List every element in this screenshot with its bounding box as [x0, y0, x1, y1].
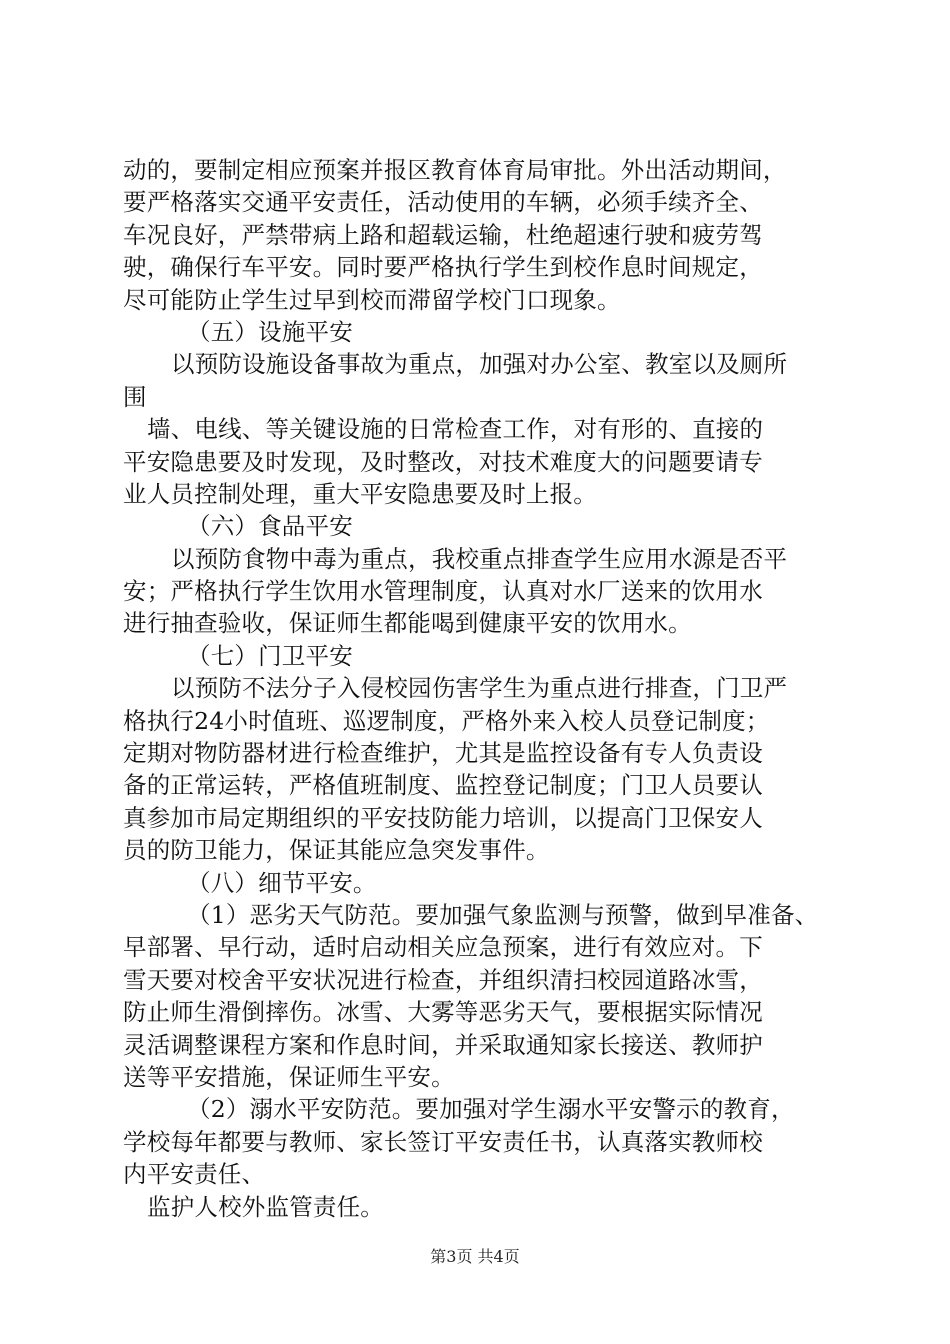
text-line: 平安隐患要及时发现，及时整改，对技术难度大的问题要请专 — [123, 447, 763, 476]
text-line: 以预防不法分子入侵校园伤害学生为重点进行排查，门卫严 — [171, 674, 788, 703]
text-line: 车况良好，严禁带病上路和超载运输，杜绝超速行驶和疲劳驾 — [123, 220, 763, 249]
text-line: 早部署、早行动，适时启动相关应急预案，进行有效应对。下 — [123, 933, 763, 962]
text-line: 墙、电线、等关键设施的日常检查工作，对有形的、直接的 — [147, 415, 764, 444]
text-line: 防止师生滑倒摔伤。冰雪、大雾等恶劣天气，要根据实际情况 — [123, 998, 763, 1027]
text-line: 以预防设施设备事故为重点，加强对办公室、教室以及厕所 — [171, 350, 788, 379]
text-line: 定期对物防器材进行检查维护，尤其是监控设备有专人负责设 — [123, 739, 763, 768]
text-line: （五）设施平安 — [187, 317, 353, 346]
text-line: 内平安责任、 — [123, 1160, 266, 1189]
text-line: 进行抽查验收，保证师生都能喝到健康平安的饮用水。 — [123, 609, 692, 638]
text-line: 格执行24小时值班、巡逻制度，严格外来入校人员登记制度； — [123, 706, 770, 735]
text-line: 备的正常运转，严格值班制度、监控登记制度；门卫人员要认 — [123, 771, 763, 800]
text-line: 雪天要对校舍平安状况进行检查，并组织清扫校园道路冰雪， — [123, 965, 763, 994]
text-line: （七）门卫平安 — [187, 641, 353, 670]
text-line: （八）细节平安。 — [187, 868, 377, 897]
document-body — [123, 154, 835, 1223]
text-line: 业人员控制处理，重大平安隐患要及时上报。 — [123, 479, 597, 508]
text-line: （2）溺水平安防范。要加强对学生溺水平安警示的教育， — [187, 1095, 795, 1124]
text-line: 动的，要制定相应预案并报区教育体育局审批。外出活动期间， — [123, 156, 787, 184]
text-line: 监护人校外监管责任。 — [147, 1192, 384, 1221]
page-footer: 第3页 共4页 — [430, 1247, 520, 1266]
text-line: 真参加市局定期组织的平安技防能力培训，以提高门卫保安人 — [123, 803, 763, 832]
text-line: 尽可能防止学生过早到校而滞留学校门口现象。 — [123, 285, 621, 314]
text-line: 安；严格执行学生饮用水管理制度，认真对水厂送来的饮用水 — [123, 577, 763, 606]
text-line: 驶，确保行车平安。同时要严格执行学生到校作息时间规定， — [123, 253, 763, 282]
text-line: （1）恶劣天气防范。要加强气象监测与预警，做到早准备、 — [187, 900, 819, 929]
text-line: 灵活调整课程方案和作息时间，并采取通知家长接送、教师护 — [123, 1030, 763, 1059]
text-line: 围 — [123, 382, 147, 411]
text-line: 员的防卫能力，保证其能应急突发事件。 — [123, 836, 550, 865]
text-line: 要严格落实交通平安责任，活动使用的车辆，必须手续齐全、 — [123, 188, 763, 217]
text-line: 送等平安措施，保证师生平安。 — [123, 1062, 455, 1091]
text-line: 以预防食物中毒为重点，我校重点排查学生应用水源是否平 — [171, 544, 788, 573]
text-line: （六）食品平安 — [187, 512, 353, 541]
text-line: 学校每年都要与教师、家长签订平安责任书，认真落实教师校 — [123, 1127, 763, 1156]
